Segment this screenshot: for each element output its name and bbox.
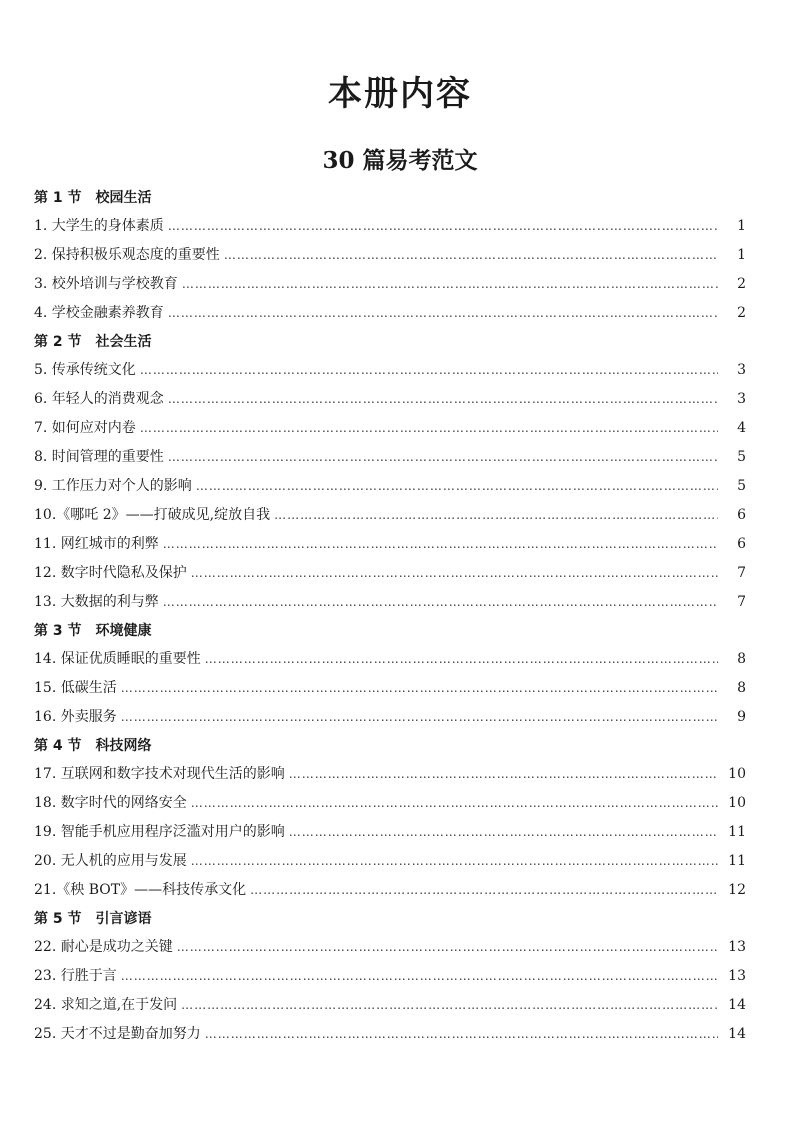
page-number: 11 [728, 824, 746, 840]
entry-title: 23. 行胜于言 [34, 968, 117, 984]
section-number: 第 3 节 [34, 623, 82, 639]
entry-title: 20. 无人机的应用与发展 [34, 853, 187, 869]
page-number: 13 [728, 939, 746, 955]
section-title: 校园生活 [95, 190, 152, 206]
entry-title: 2. 保持积极乐观态度的重要性 [34, 247, 220, 263]
dot-leader [168, 299, 718, 328]
dot-leader [274, 501, 718, 530]
entry-title: 9. 工作压力对个人的影响 [34, 478, 192, 494]
entry-title: 25. 天才不过是勤奋加努力 [34, 1026, 201, 1042]
entry-title: 8. 时间管理的重要性 [34, 449, 164, 465]
toc-entry [34, 530, 746, 559]
toc-entry [34, 501, 746, 530]
page-number: 6 [737, 507, 746, 523]
toc-entry [34, 789, 746, 818]
toc-entry [34, 212, 746, 241]
dot-leader [191, 789, 718, 818]
dot-leader [140, 414, 718, 443]
section-title: 环境健康 [95, 623, 152, 639]
section-number: 第 5 节 [34, 911, 82, 927]
dot-leader [191, 847, 718, 876]
entry-title: 11. 网红城市的利弊 [34, 536, 159, 552]
dot-leader [289, 760, 718, 789]
page-number: 13 [728, 968, 746, 984]
section-number: 第 4 节 [34, 738, 82, 754]
toc-entry [34, 674, 746, 703]
section-title: 引言谚语 [95, 911, 152, 927]
toc-entry [34, 962, 746, 991]
page-number: 4 [737, 420, 746, 436]
entry-title: 15. 低碳生活 [34, 680, 117, 696]
section-heading [34, 184, 746, 212]
page-number: 3 [737, 391, 746, 407]
dot-leader [121, 703, 718, 732]
toc-entry [34, 443, 746, 472]
section-title: 科技网络 [95, 738, 152, 754]
dot-leader [163, 588, 718, 617]
dot-leader [121, 962, 718, 991]
dot-leader [182, 270, 718, 299]
page-number: 5 [737, 478, 746, 494]
dot-leader [177, 933, 718, 962]
dot-leader [168, 212, 718, 241]
toc-entry [34, 760, 746, 789]
page-number: 1 [737, 247, 746, 263]
dot-leader [191, 559, 718, 588]
page-number: 9 [737, 709, 746, 725]
page-number: 6 [737, 536, 746, 552]
page-number: 8 [737, 680, 746, 696]
entry-title: 3. 校外培训与学校教育 [34, 276, 178, 292]
entry-title: 1. 大学生的身体素质 [34, 218, 164, 234]
section-heading [34, 328, 746, 356]
page-subtitle: 30 篇易考范文 [322, 147, 478, 174]
toc-entry [34, 991, 746, 1020]
section-title: 社会生活 [95, 334, 152, 350]
section-heading [34, 905, 746, 933]
dot-leader [205, 645, 718, 674]
dot-leader [224, 241, 718, 270]
page-number: 7 [737, 594, 746, 610]
entry-title: 13. 大数据的利与弊 [34, 594, 159, 610]
entry-title: 5. 传承传统文化 [34, 362, 136, 378]
entry-title: 10.《哪吒 2》——打破成见,绽放自我 [34, 507, 271, 523]
toc-entry [34, 356, 746, 385]
entry-title: 21.《秧 BOT》——科技传承文化 [34, 882, 247, 898]
dot-leader [181, 991, 718, 1020]
page-number: 10 [728, 766, 746, 782]
entry-title: 16. 外卖服务 [34, 709, 117, 725]
entry-title: 4. 学校金融素养教育 [34, 305, 164, 321]
entry-title: 6. 年轻人的消费观念 [34, 391, 164, 407]
entry-title: 14. 保证优质睡眠的重要性 [34, 651, 201, 667]
toc-entry [34, 559, 746, 588]
page-number: 14 [728, 1026, 746, 1042]
toc-entry [34, 703, 746, 732]
table-of-contents [34, 184, 746, 1049]
page-number: 11 [728, 853, 746, 869]
toc-entry [34, 472, 746, 501]
toc-entry [34, 385, 746, 414]
toc-entry [34, 241, 746, 270]
entry-title: 24. 求知之道,在于发问 [34, 997, 178, 1013]
page-number: 3 [737, 362, 746, 378]
dot-leader [168, 443, 718, 472]
toc-entry [34, 299, 746, 328]
page-title: 本册内容 [328, 74, 472, 114]
toc-entry [34, 847, 746, 876]
dot-leader [250, 876, 718, 905]
page-number: 2 [737, 276, 746, 292]
dot-leader [168, 385, 718, 414]
toc-entry [34, 818, 746, 847]
toc-entry [34, 270, 746, 299]
toc-entry [34, 1020, 746, 1049]
page-number: 2 [737, 305, 746, 321]
section-heading [34, 732, 746, 760]
page-number: 12 [728, 882, 746, 898]
section-number: 第 2 节 [34, 334, 82, 350]
dot-leader [121, 674, 718, 703]
entry-title: 18. 数字时代的网络安全 [34, 795, 187, 811]
page-number: 5 [737, 449, 746, 465]
dot-leader [289, 818, 718, 847]
toc-entry [34, 876, 746, 905]
toc-entry [34, 588, 746, 617]
toc-entry [34, 933, 746, 962]
section-number: 第 1 节 [34, 190, 82, 206]
entry-title: 12. 数字时代隐私及保护 [34, 565, 187, 581]
dot-leader [163, 530, 718, 559]
toc-entry [34, 414, 746, 443]
page-number: 7 [737, 565, 746, 581]
dot-leader [140, 356, 718, 385]
entry-title: 17. 互联网和数字技术对现代生活的影响 [34, 766, 285, 782]
section-heading [34, 617, 746, 645]
dot-leader [205, 1020, 718, 1049]
entry-title: 22. 耐心是成功之关键 [34, 939, 173, 955]
page-number: 14 [728, 997, 746, 1013]
page-number: 8 [737, 651, 746, 667]
entry-title: 7. 如何应对内卷 [34, 420, 136, 436]
page-number: 1 [737, 218, 746, 234]
dot-leader [196, 472, 718, 501]
entry-title: 19. 智能手机应用程序泛滥对用户的影响 [34, 824, 285, 840]
page-number: 10 [728, 795, 746, 811]
toc-entry [34, 645, 746, 674]
